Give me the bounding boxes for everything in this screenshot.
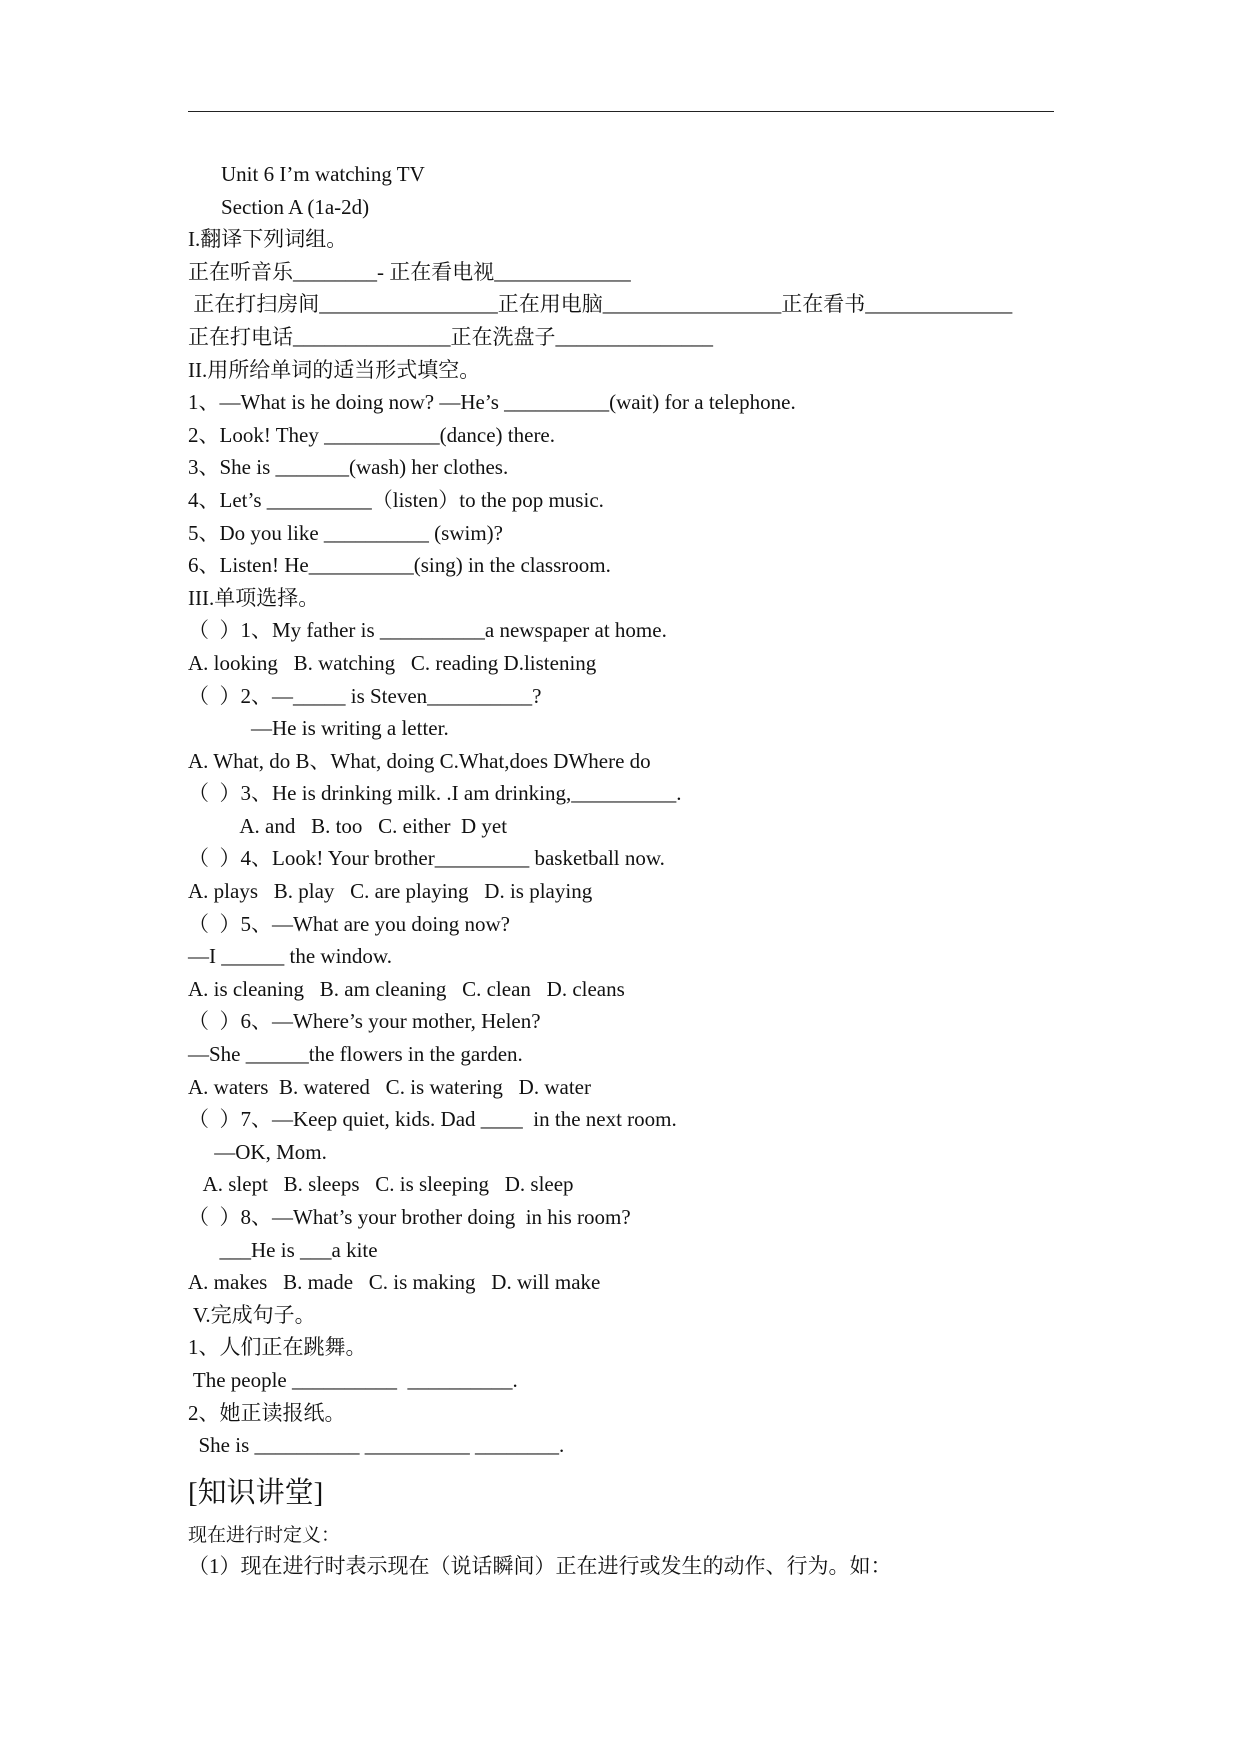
part2-item: 3、She is _______(wash) her clothes. [188, 455, 509, 480]
part2-item: 5、Do you like __________ (swim)? [188, 520, 503, 545]
part3-line: —He is writing a letter. [188, 716, 449, 741]
part2-item: 1、—What is he doing now? —He’s __________(wait) for a telephone. [188, 390, 796, 415]
part3-line: （ ）8、—What’s your brother doing in his room? [188, 1205, 631, 1229]
part1-heading: I.翻译下列词组。 [188, 227, 348, 252]
header-rule [188, 111, 1054, 112]
part1-line: 正在打电话_______________正在洗盘子_______________ [188, 324, 713, 349]
part3-line: A. looking B. watching C. reading D.listening [188, 650, 597, 675]
part3-line: A. What, do B、What, doing C.What,does DWhere do [188, 748, 651, 773]
part3-heading: III.单项选择。 [188, 585, 320, 610]
part3-line: （ ）2、—_____ is Steven__________? [188, 683, 542, 708]
part3-line: —She ______the flowers in the garden. [188, 1042, 523, 1067]
definition-label: 现在进行时定义： [188, 1524, 341, 1546]
part5-line: She is __________ __________ ________. [188, 1433, 565, 1458]
part2-item: 4、Let’s __________（listen）to the pop music. [188, 487, 604, 512]
part2-heading: II.用所给单词的适当形式填空。 [188, 357, 481, 382]
section-title: Section A (1a-2d) [221, 194, 370, 219]
part5-heading: V.完成句子。 [188, 1302, 316, 1327]
part3-line: ___He is ___a kite [188, 1237, 378, 1262]
part5-line: The people __________ __________. [188, 1367, 518, 1392]
unit-title: Unit 6 I’m watching TV [221, 162, 425, 186]
part3-line: （ ）6、—Where’s your mother, Helen? [188, 1009, 541, 1034]
part3-line: —OK, Mom. [188, 1139, 327, 1164]
part2-item: 6、Listen! He__________(sing) in the classroom. [188, 553, 611, 578]
part3-line: （ ）4、Look! Your brother_________ basketball now. [188, 846, 665, 871]
part5-line: 1、人们正在跳舞。 [188, 1335, 367, 1360]
part3-line: A. makes B. made C. is making D. will make [188, 1270, 601, 1295]
part3-line: —I ______ the window. [188, 944, 392, 969]
part1-line: 正在打扫房间_________________正在用电脑_________________正在看书______________ [188, 292, 1013, 317]
part3-line: A. is cleaning B. am cleaning C. clean D. cleans [188, 976, 625, 1001]
part3-line: （ ）7、—Keep quiet, kids. Dad ____ in the next room. [188, 1107, 677, 1132]
part3-line: A. waters B. watered C. is watering D. water [188, 1074, 591, 1099]
part3-line: （ ）5、—What are you doing now? [188, 911, 510, 936]
part3-line: （ ）3、He is drinking milk. .I am drinking,__________. [188, 781, 682, 806]
definition-text: （1）现在进行时表示现在（说话瞬间）正在进行或发生的动作、行为。如： [188, 1553, 892, 1578]
part3-line: （ ）1、My father is __________a newspaper at home. [188, 618, 667, 643]
part3-line: A. and B. too C. either D yet [188, 813, 508, 838]
part3-line: A. plays B. play C. are playing D. is playing [188, 879, 593, 904]
part3-line: A. slept B. sleeps C. is sleeping D. sleep [188, 1172, 574, 1197]
worksheet-body [188, 158, 1068, 1582]
part2-item: 2、Look! They ___________(dance) there. [188, 422, 556, 447]
part1-line: 正在听音乐________- 正在看电视_____________ [188, 259, 631, 284]
part5-line: 2、她正读报纸。 [188, 1400, 346, 1425]
knowledge-heading: [知识讲堂] [188, 1476, 324, 1509]
